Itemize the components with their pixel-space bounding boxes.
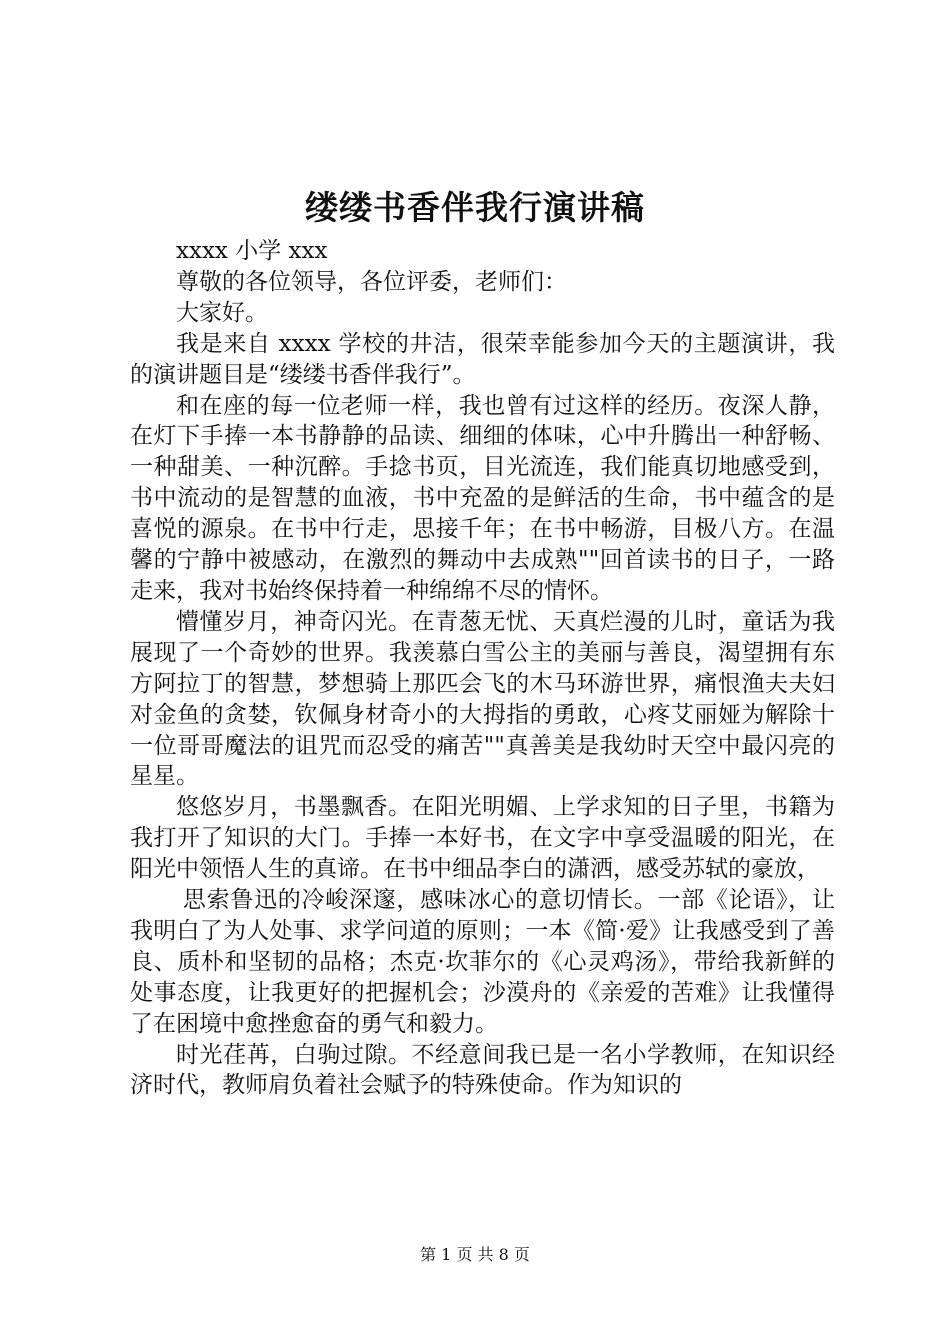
paragraph: 我是来自 xxxx 学校的井洁，很荣幸能参加今天的主题演讲，我的演讲题目是“缕缕书香伴我行”。 bbox=[130, 330, 835, 388]
salutation: 尊敬的各位领导，各位评委，老师们： bbox=[176, 268, 567, 295]
paragraph: 懵懂岁月，神奇闪光。在青葱无忧、天真烂漫的儿时，童话为我展现了一个奇妙的世界。我羡慕白雪公主的美丽与善良，渴望拥有东方阿拉丁的智慧，梦想骑上那匹会飞的木马环游世界，痛恨渔夫夫妇对金鱼的贪婪，钦佩身材奇小的大拇指的勇敢，心疼艾丽娅为解除十一位哥哥魔法的诅咒而忍受的痛苦""真善美是我幼时天空中最闪亮的星星。 bbox=[130, 608, 835, 790]
paragraph: 时光荏苒，白驹过隙。不经意间我已是一名小学教师，在知识经济时代，教师肩负着社会赋予的特殊使命。作为知识的 bbox=[130, 1041, 835, 1099]
paragraph: 悠悠岁月，书墨飘香。在阳光明媚、上学求知的日子里，书籍为我打开了知识的大门。手捧一本好书，在文字中享受温暖的阳光，在阳光中领悟人生的真谛。在书中细品李白的潇洒，感受苏轼的豪放， bbox=[130, 794, 835, 883]
document-body bbox=[130, 236, 835, 1101]
paragraph: 和在座的每一位老师一样，我也曾有过这样的经历。夜深人静，在灯下手捧一本书静静的品读、细细的体味，心中升腾出一种舒畅、一种甜美、一种沉醉。手捻书页，目光流连，我们能真切地感受到，书中流动的是智慧的血液，书中充盈的是鲜活的生命，书中蕴含的是喜悦的源泉。在书中行走，思接千年；在书中畅游，目极八方。在温馨的宁静中被感动，在激烈的舞动中去成熟""回首读书的日子，一路走来，我对书始终保持着一种绵绵不尽的情怀。 bbox=[130, 392, 835, 604]
author-line: xxxx 小学 xxx bbox=[176, 238, 328, 264]
document-title: 缕缕书香伴我行演讲稿 bbox=[305, 188, 645, 227]
paragraph: 思索鲁迅的冷峻深邃，感味冰心的意切情长。一部《论语》，让我明白了为人处事、求学问道的原则；一本《简·爱》让我感受到了善良、质朴和坚韧的品格；杰克·坎菲尔的《心灵鸡汤》，带给我新鲜的处事态度，让我更好的把握机会；沙漠舟的《亲爱的苦难》让我懂得了在困境中愈挫愈奋的勇气和毅力。 bbox=[130, 887, 835, 1037]
greeting: 大家好。 bbox=[176, 299, 268, 326]
page-footer: 第 1 页 共 8 页 bbox=[420, 1245, 530, 1264]
